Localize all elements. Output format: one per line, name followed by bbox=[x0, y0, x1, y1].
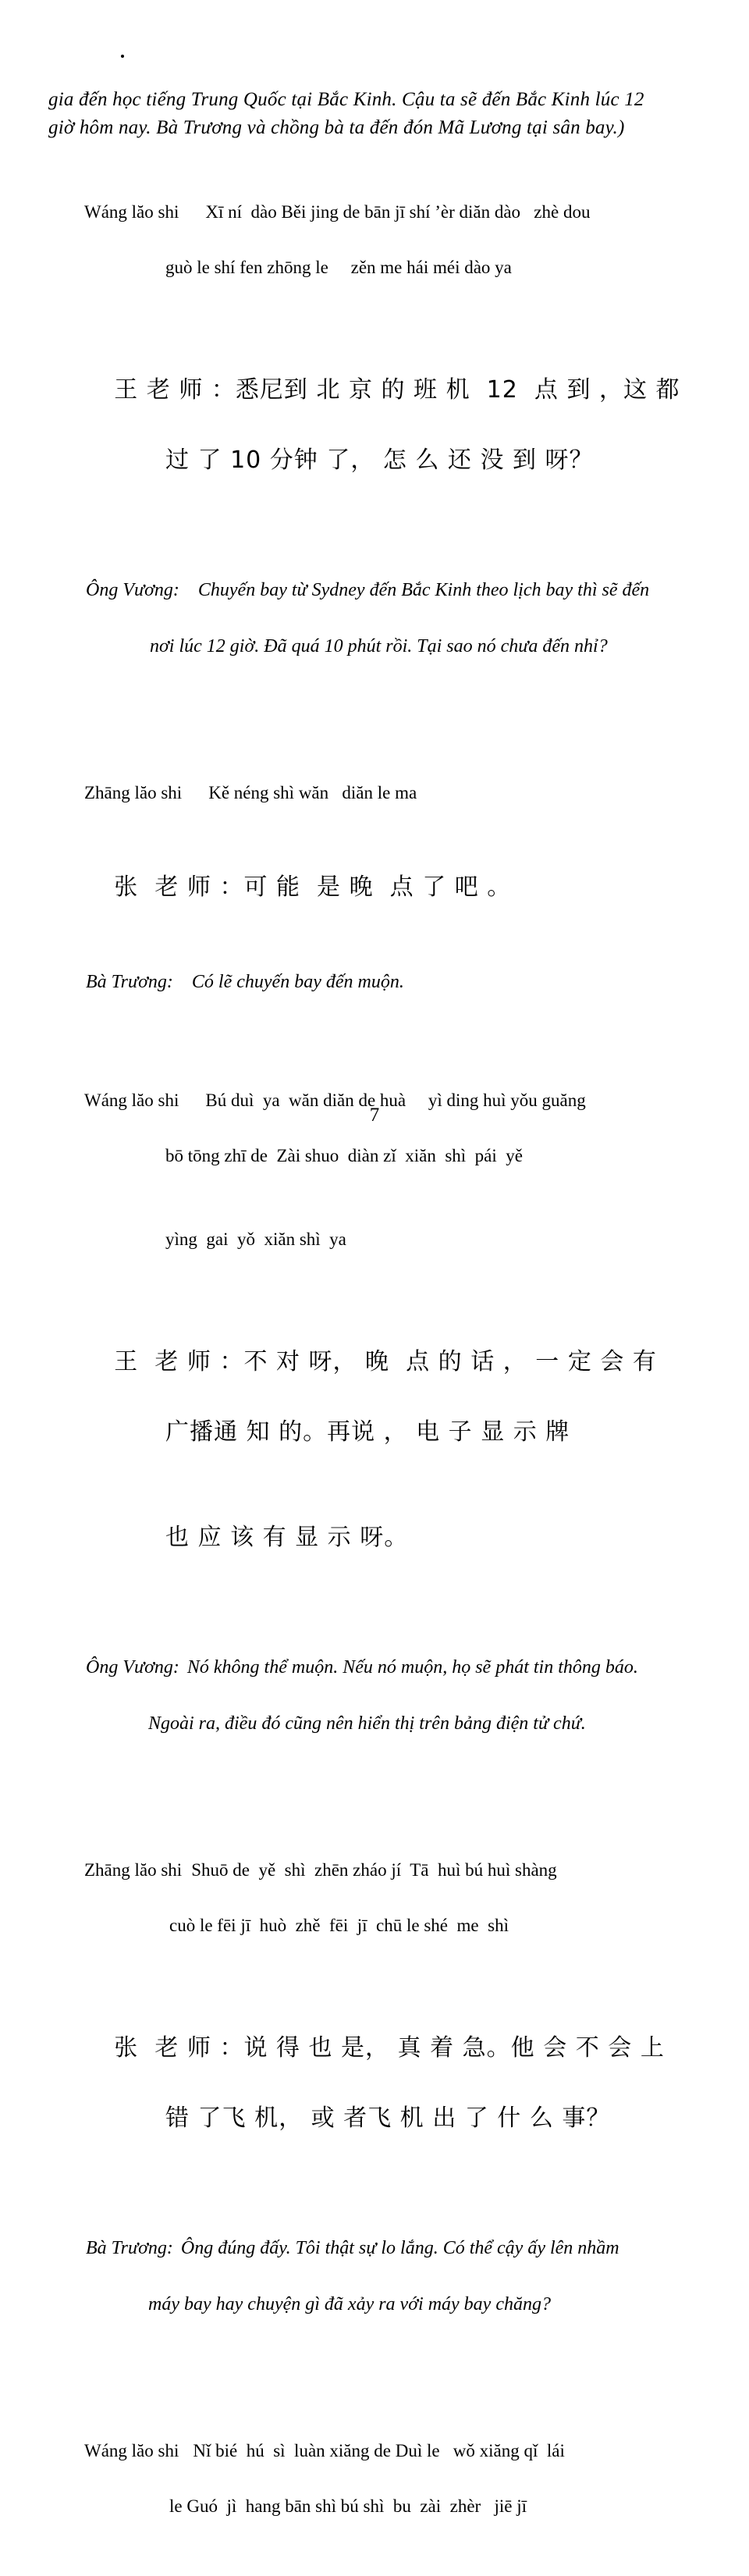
page-content bbox=[48, 86, 708, 2576]
viet-line-2: Ngoài ra, điều đó cũng nên hiển thị trên bảng điện tử chứ. bbox=[148, 1713, 586, 1735]
pinyin-line-1: Bú duì ya wăn diăn de huà yì ding huì yǒu guăng bbox=[205, 1090, 586, 1110]
hanzi-speaker: 张 老 师 ： bbox=[114, 873, 244, 902]
pinyin-lines bbox=[48, 2409, 708, 2576]
viet-speaker: Bà Trương: bbox=[86, 2237, 173, 2258]
viet-line-2: máy bay hay chuyện gì đã xảy ra với máy bay chăng? bbox=[148, 2293, 551, 2314]
spacer bbox=[48, 2375, 708, 2398]
viet-line-2: nơi lúc 12 giờ. Đã quá 10 phút rồi. Tại sao nó chưa đến nhỉ? bbox=[150, 636, 608, 657]
dialogue-block-4 bbox=[48, 1828, 708, 2375]
pinyin-lines bbox=[48, 1828, 708, 1995]
pinyin-speaker: Wáng lăo shi bbox=[84, 1090, 179, 1110]
intro-paragraph bbox=[48, 86, 708, 143]
spacer bbox=[48, 1794, 708, 1817]
spacer bbox=[48, 717, 708, 740]
pinyin-line-1: Xī ní dào Běi jing de bān jī shí ’èr diăn dào zhè dou bbox=[205, 202, 591, 222]
page-number: 7 bbox=[369, 1105, 380, 1126]
pinyin-line-1: Nǐ bié hú sì luàn xiăng de Duì le wǒ xiăng qǐ lái bbox=[193, 2440, 565, 2460]
pinyin-line-1: Shuō de yě shì zhēn zháo jí Tā huì bú huì shàng bbox=[191, 1859, 557, 1880]
hanzi-lines bbox=[48, 834, 708, 940]
viet-lines bbox=[48, 940, 708, 1024]
viet-line-1: Nó không thể muộn. Nếu nó muộn, họ sẽ phát tin thông báo. bbox=[186, 1657, 638, 1678]
pinyin-line-1: Kě néng shì wăn diăn le ma bbox=[208, 782, 417, 802]
pinyin-line-2: bō tōng zhī de Zài shuo diàn zǐ xiăn shì pái yě bbox=[165, 1146, 523, 1166]
pinyin-lines bbox=[48, 751, 708, 834]
hanzi-line-1: 悉尼到 北 京 的 班 机 12 点 到 ，这 都 bbox=[235, 376, 680, 404]
viet-lines bbox=[48, 548, 708, 717]
hanzi-line-2: 过 了 10 分钟 了， 怎 么 还 没 到 呀？ bbox=[165, 447, 594, 475]
viet-lines bbox=[48, 2206, 708, 2375]
pinyin-line-2: le Guó jì hang bān shì bú shì bu zài zhèr jiē jī bbox=[169, 2496, 527, 2516]
pinyin-line-3: yìng gai yǒ xiăn shì ya bbox=[165, 1229, 346, 1250]
viet-lines bbox=[48, 1625, 708, 1794]
pinyin-speaker: Wáng lăo shi bbox=[84, 2440, 179, 2460]
viet-speaker: Ông Vương: bbox=[86, 580, 179, 601]
intro-line-1: gia đến học tiếng Trung Quốc tại Bắc Kinh. Cậu ta sẽ đến Bắc Kinh lúc 12 bbox=[48, 89, 644, 110]
viet-line-1: Chuyến bay từ Sydney đến Bắc Kinh theo lịch bay thì sẽ đến bbox=[197, 580, 650, 601]
ink-speck bbox=[121, 55, 124, 58]
pinyin-speaker: Zhāng lăo shi bbox=[84, 1859, 183, 1880]
viet-line-1: Ông đúng đấy. Tôi thật sự lo lắng. Có thể cậy ấy lên nhầm bbox=[180, 2237, 619, 2258]
dialogue-block-1 bbox=[48, 171, 708, 717]
pinyin-lines bbox=[48, 1059, 708, 1309]
spacer bbox=[48, 143, 708, 160]
intro-line-2: giờ hôm nay. Bà Trương và chồng bà ta đến đón Mã Lương tại sân bay.) bbox=[48, 117, 625, 139]
hanzi-lines bbox=[48, 1309, 708, 1625]
dialogue-block-5 bbox=[48, 2409, 708, 2576]
dialogue-block-3 bbox=[48, 1059, 708, 1794]
hanzi-line-1: 不 对 呀， 晚 点 的 话 ， 一 定 会 有 bbox=[243, 1348, 657, 1376]
hanzi-line-3: 也 应 该 有 显 示 呀。 bbox=[165, 1524, 409, 1552]
pinyin-speaker: Zhāng lăo shi bbox=[84, 782, 183, 802]
pinyin-lines bbox=[48, 171, 708, 338]
hanzi-speaker: 张 老 师 ： bbox=[114, 2033, 244, 2062]
viet-line-1: Có lẽ chuyến bay đến muộn. bbox=[191, 972, 404, 993]
hanzi-line-2: 广播通 知 的。再说 ， 电 子 显 示 牌 bbox=[165, 1418, 570, 1446]
hanzi-lines bbox=[48, 337, 708, 548]
dialogue-block-2 bbox=[48, 751, 708, 1024]
hanzi-lines bbox=[48, 1995, 708, 2206]
hanzi-line-2: 错 了飞 机， 或 者飞 机 出 了 什 么 事？ bbox=[165, 2104, 611, 2132]
pinyin-speaker: Wáng lăo shi bbox=[84, 202, 179, 222]
viet-speaker: Ông Vương: bbox=[86, 1657, 179, 1678]
spacer bbox=[48, 1024, 708, 1048]
pinyin-line-2: guò le shí fen zhōng le zěn me hái méi dào ya bbox=[165, 258, 512, 278]
viet-speaker: Bà Trương: bbox=[86, 972, 173, 993]
hanzi-speaker: 王 老 师 ： bbox=[114, 1348, 244, 1376]
hanzi-speaker: 王 老 师 ： bbox=[114, 376, 236, 404]
hanzi-line-1: 说 得 也 是， 真 着 急。他 会 不 会 上 bbox=[243, 2033, 665, 2062]
pinyin-line-2: cuò le fēi jī huò zhě fēi jī chū le shé me shì bbox=[169, 1915, 509, 1935]
hanzi-line-1: 可 能 是 晚 点 了 吧 。 bbox=[243, 873, 512, 902]
